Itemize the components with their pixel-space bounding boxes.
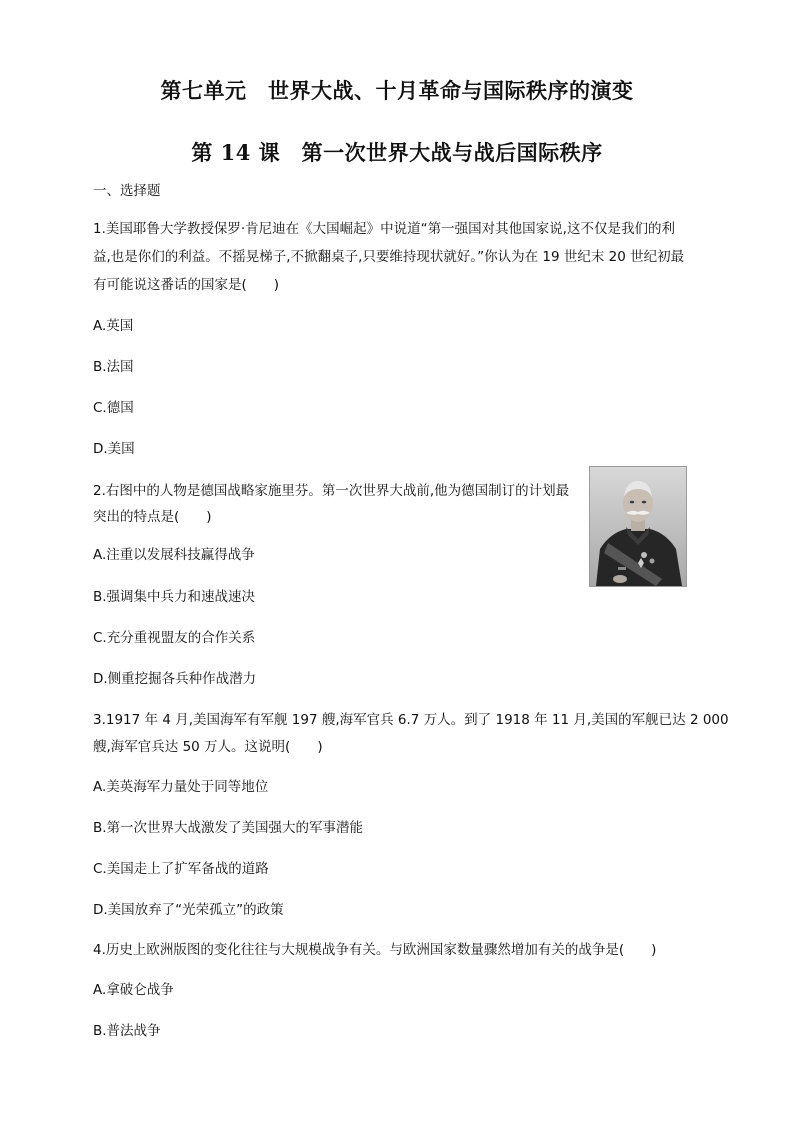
- question-2-option-d: D.侧重挖掘各兵种作战潜力: [93, 671, 257, 687]
- question-2-option-b: B.强调集中兵力和速战速决: [93, 589, 256, 605]
- question-3-line-1: 3.1917 年 4 月,美国海军有军舰 197 艘,海军官兵 6.7 万人。到了 1918 年 11 月,美国的军舰已达 2 000: [93, 712, 729, 728]
- unit-title: 第七单元 世界大战、十月革命与国际秩序的演变: [160, 78, 634, 103]
- question-3-option-b: B.第一次世界大战激发了美国强大的军事潜能: [93, 820, 364, 836]
- question-2-line-2: 突出的特点是( ): [93, 509, 212, 525]
- question-1-line-1: 1.美国耶鲁大学教授保罗·肯尼迪在《大国崛起》中说道“第一强国对其他国家说,这不仅是我们的利: [93, 221, 675, 237]
- question-3-option-a: A.美英海军力量处于同等地位: [93, 779, 269, 795]
- lesson-title: 第 14 课 第一次世界大战与战后国际秩序: [191, 140, 603, 165]
- question-1-option-b: B.法国: [93, 359, 134, 375]
- question-4-option-b: B.普法战争: [93, 1023, 161, 1039]
- question-1-line-2: 益,也是你们的利益。不摇晃梯子,不掀翻桌子,只要维持现状就好。”你认为在 19 世纪末 20 世纪初最: [93, 249, 685, 265]
- question-2-line-1: 2.右图中的人物是德国战略家施里芬。第一次世界大战前,他为德国制订的计划最: [93, 483, 570, 499]
- question-1-option-a: A.英国: [93, 318, 134, 334]
- question-1-option-c: C.德国: [93, 400, 134, 416]
- section-title: 一、选择题: [93, 183, 161, 199]
- question-2-option-a: A.注重以发展科技赢得战争: [93, 547, 255, 563]
- question-2-option-c: C.充分重视盟友的合作关系: [93, 630, 256, 646]
- question-3-line-2: 艘,海军官兵达 50 万人。这说明( ): [93, 739, 323, 755]
- portrait-photo: [589, 466, 687, 587]
- question-1-line-3: 有可能说这番话的国家是( ): [93, 277, 280, 293]
- question-4-line-1: 4.历史上欧洲版图的变化往往与大规模战争有关。与欧洲国家数量骤然增加有关的战争是( ): [93, 942, 657, 958]
- question-3-option-c: C.美国走上了扩军备战的道路: [93, 861, 269, 877]
- question-4-option-a: A.拿破仑战争: [93, 982, 174, 998]
- question-1-option-d: D.美国: [93, 441, 135, 457]
- question-3-option-d: D.美国放弃了“光荣孤立”的政策: [93, 902, 284, 918]
